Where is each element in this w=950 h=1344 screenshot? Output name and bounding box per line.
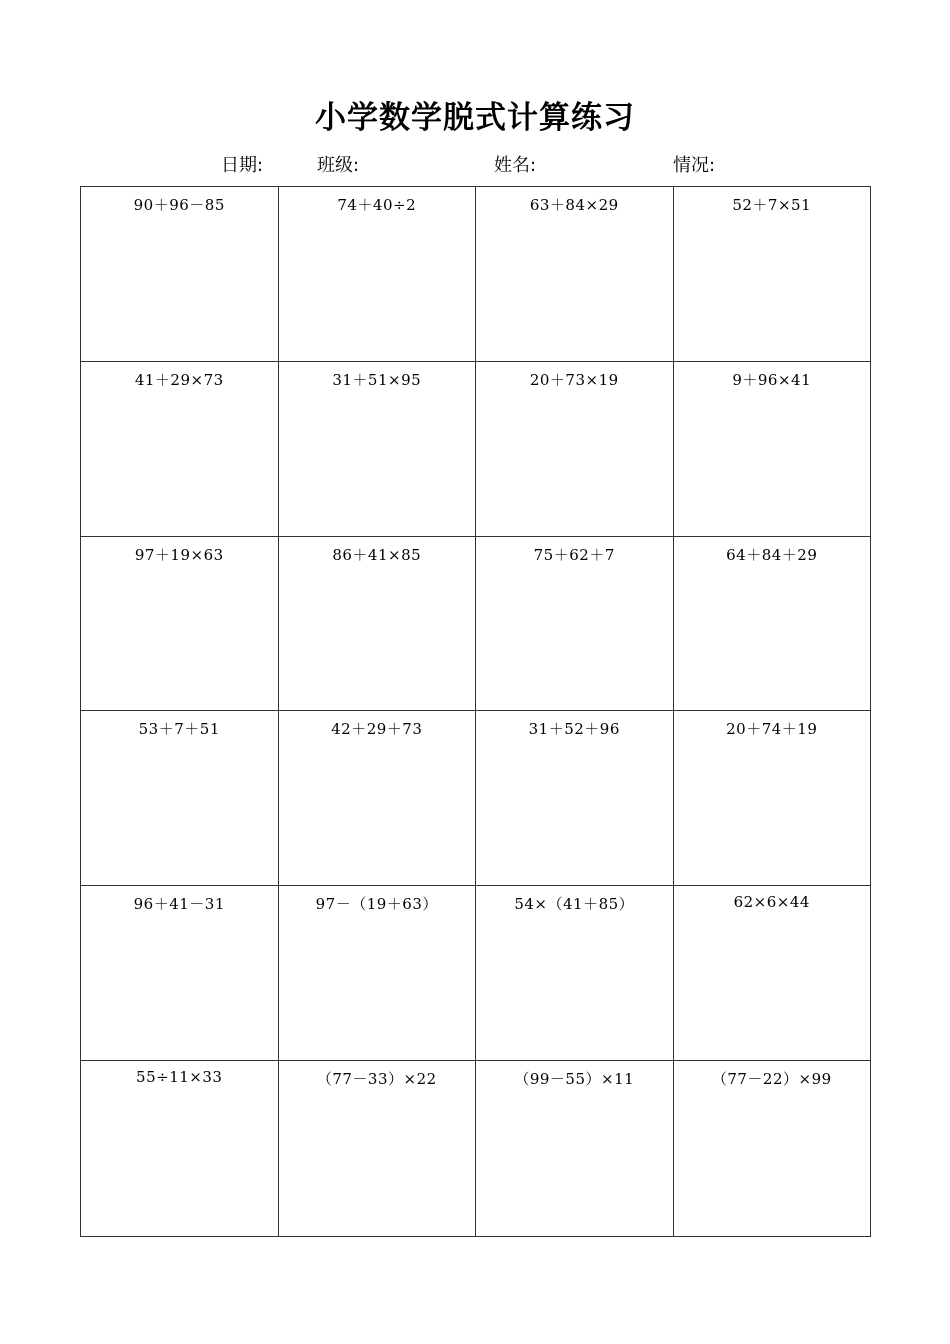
problem-cell: 20＋74＋19 [674, 711, 871, 886]
name-label: 姓名: [494, 155, 537, 176]
problem-cell: 54×（41＋85） [476, 886, 674, 1061]
problem-cell: 20＋73×19 [476, 362, 674, 537]
problem-cell: 41＋29×73 [81, 362, 279, 537]
problem-cell: （99－55）×11 [476, 1061, 674, 1236]
worksheet-title: 小学数学脱式计算练习 [315, 100, 635, 136]
problem-cell: 90＋96－85 [81, 187, 279, 362]
problem-cell: 74＋40÷2 [279, 187, 477, 362]
date-label: 日期: [221, 155, 264, 176]
problem-cell: 86＋41×85 [279, 537, 477, 712]
problem-cell: （77－33）×22 [279, 1061, 477, 1236]
class-label: 班级: [317, 155, 360, 176]
problem-cell: 62×6×44 [674, 886, 871, 1061]
problem-cell: （77－22）×99 [711, 1070, 832, 1089]
problem-cell: 96＋41－31 [81, 886, 279, 1061]
problem-cell: 75＋62＋7 [476, 537, 674, 712]
problem-cell: 97－（19＋63） [279, 886, 477, 1061]
status-label: 情况: [673, 155, 716, 176]
problem-cell: 31＋51×95 [279, 362, 477, 537]
problem-cell: 55÷11×33 [81, 1061, 279, 1236]
problem-cell: 52＋7×51 [674, 187, 871, 362]
problem-cell: 64＋84＋29 [674, 537, 871, 712]
problem-grid [80, 186, 871, 1237]
problem-cell: 31＋52＋96 [476, 711, 674, 886]
problem-cell: 42＋29＋73 [279, 711, 477, 886]
problem-cell: 97＋19×63 [81, 537, 279, 712]
problem-cell: 9＋96×41 [674, 362, 871, 537]
problem-cell: 53＋7＋51 [81, 711, 279, 886]
problem-cell: 63＋84×29 [476, 187, 674, 362]
